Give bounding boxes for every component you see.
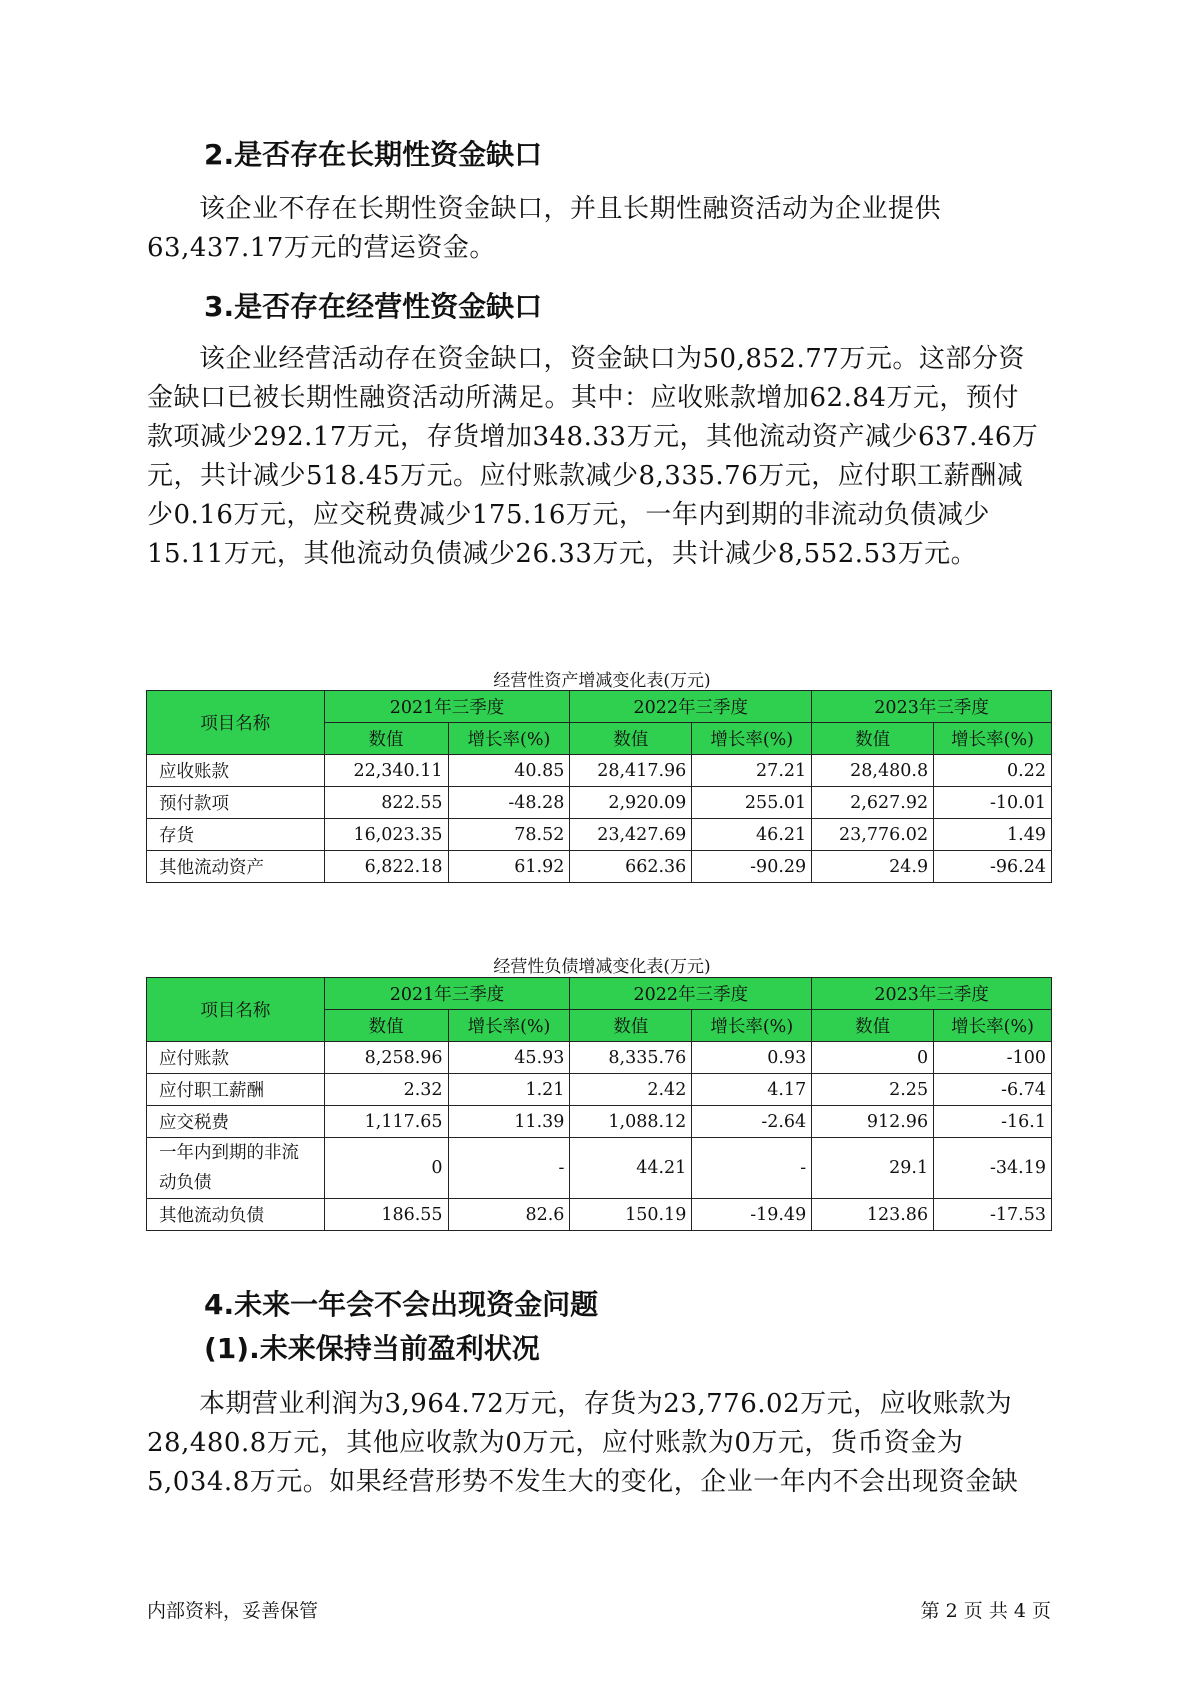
value-header: 数值 (570, 1010, 692, 1042)
rate-header: 增长率(%) (934, 1010, 1052, 1042)
cell: 0 (812, 1042, 934, 1074)
cell: -48.28 (448, 787, 570, 819)
table-2-caption: 经营性负债增减变化表(万元) (493, 957, 711, 977)
section-2-paragraph (147, 190, 1057, 268)
table-row (147, 787, 1052, 819)
row-label: 其他流动负债 (147, 1199, 325, 1231)
cell: -96.24 (934, 851, 1052, 883)
operating-assets-table (146, 690, 1052, 883)
cell: 0 (324, 1138, 448, 1199)
cell: 0.93 (692, 1042, 812, 1074)
cell: 4.17 (692, 1074, 812, 1106)
text-line: 15.11万元，其他流动负债减少26.33万元，共计减少8,552.53万元。 (147, 539, 978, 569)
cell: 82.6 (448, 1199, 570, 1231)
section-3-paragraph (147, 340, 1057, 574)
cell: 822.55 (324, 787, 448, 819)
cell: -16.1 (934, 1106, 1052, 1138)
text-line: 金缺口已被长期性融资活动所满足。其中：应收账款增加62.84万元，预付 (147, 383, 1019, 413)
value-header: 数值 (324, 723, 448, 755)
row-label: 应交税费 (147, 1106, 325, 1138)
cell: 6,822.18 (324, 851, 448, 883)
cell: 150.19 (570, 1199, 692, 1231)
cell: 662.36 (570, 851, 692, 883)
cell: 23,776.02 (812, 819, 934, 851)
cell: 1.49 (934, 819, 1052, 851)
cell: -6.74 (934, 1074, 1052, 1106)
section-3-heading: 3.是否存在经营性资金缺口 (204, 290, 543, 323)
text-line: 63,437.17万元的营运资金。 (147, 233, 496, 263)
cell: -100 (934, 1042, 1052, 1074)
rate-header: 增长率(%) (692, 1010, 812, 1042)
cell: 186.55 (324, 1199, 448, 1231)
table-row (147, 1074, 1052, 1106)
text-line: 款项减少292.17万元，存货增加348.33万元，其他流动资产减少637.46万 (147, 422, 1039, 452)
cell: 40.85 (448, 755, 570, 787)
value-header: 数值 (812, 723, 934, 755)
cell: 29.1 (812, 1138, 934, 1199)
value-header: 数值 (570, 723, 692, 755)
cell: 1,117.65 (324, 1106, 448, 1138)
cell: 23,427.69 (570, 819, 692, 851)
row-label-line: 一年内到期的非流 (159, 1143, 299, 1163)
cell: 8,258.96 (324, 1042, 448, 1074)
section-4-paragraph (147, 1385, 1057, 1502)
cell: - (692, 1138, 812, 1199)
row-label: 应付账款 (147, 1042, 325, 1074)
section-4-heading: 4.未来一年会不会出现资金问题 (204, 1288, 599, 1321)
period-header: 2023年三季度 (812, 978, 1052, 1010)
period-header: 2021年三季度 (324, 978, 570, 1010)
cell: 912.96 (812, 1106, 934, 1138)
cell: 61.92 (448, 851, 570, 883)
operating-liabilities-table (146, 977, 1052, 1231)
cell: 2.32 (324, 1074, 448, 1106)
text-line: 本期营业利润为3,964.72万元，存货为23,776.02万元，应收账款为 (199, 1389, 1013, 1419)
text-line: 该企业不存在长期性资金缺口，并且长期性融资活动为企业提供 (199, 194, 942, 224)
text-line: 少0.16万元，应交税费减少175.16万元，一年内到期的非流动负债减少 (147, 500, 990, 530)
table-row (147, 1138, 1052, 1199)
cell: -17.53 (934, 1199, 1052, 1231)
row-label: 应付职工薪酬 (147, 1074, 325, 1106)
cell: 28,417.96 (570, 755, 692, 787)
table-row (147, 1106, 1052, 1138)
text-line: 5,034.8万元。如果经营形势不发生大的变化，企业一年内不会出现资金缺 (147, 1467, 1019, 1497)
item-name-header: 项目名称 (147, 691, 325, 755)
cell: 22,340.11 (324, 755, 448, 787)
cell: - (448, 1138, 570, 1199)
period-header: 2021年三季度 (324, 691, 570, 723)
period-header: 2022年三季度 (570, 691, 812, 723)
cell: 8,335.76 (570, 1042, 692, 1074)
table-row (147, 1042, 1052, 1074)
value-header: 数值 (324, 1010, 448, 1042)
item-name-header: 项目名称 (147, 978, 325, 1042)
cell: 24.9 (812, 851, 934, 883)
cell: 16,023.35 (324, 819, 448, 851)
cell: 78.52 (448, 819, 570, 851)
table-row (147, 1199, 1052, 1231)
text-line: 元，共计减少518.45万元。应付账款减少8,335.76万元，应付职工薪酬减 (147, 461, 1024, 491)
cell: 45.93 (448, 1042, 570, 1074)
row-label: 应收账款 (147, 755, 325, 787)
cell: 1,088.12 (570, 1106, 692, 1138)
value-header: 数值 (812, 1010, 934, 1042)
cell: -19.49 (692, 1199, 812, 1231)
rate-header: 增长率(%) (448, 1010, 570, 1042)
cell: 123.86 (812, 1199, 934, 1231)
cell: -10.01 (934, 787, 1052, 819)
cell: 46.21 (692, 819, 812, 851)
cell: -90.29 (692, 851, 812, 883)
section-4-subheading: (1).未来保持当前盈利状况 (204, 1332, 540, 1365)
cell: 2,627.92 (812, 787, 934, 819)
cell: 44.21 (570, 1138, 692, 1199)
cell: 0.22 (934, 755, 1052, 787)
table-row (147, 819, 1052, 851)
page-number: 第 2 页 共 4 页 (920, 1600, 1051, 1622)
cell: 28,480.8 (812, 755, 934, 787)
table-row (147, 755, 1052, 787)
row-label: 预付款项 (147, 787, 325, 819)
text-line: 28,480.8万元，其他应收款为0万元，应付账款为0万元，货币资金为 (147, 1428, 964, 1458)
cell: -34.19 (934, 1138, 1052, 1199)
cell: 1.21 (448, 1074, 570, 1106)
rate-header: 增长率(%) (934, 723, 1052, 755)
table-row (147, 851, 1052, 883)
period-header: 2022年三季度 (570, 978, 812, 1010)
section-2-heading: 2.是否存在长期性资金缺口 (204, 138, 543, 171)
cell: 255.01 (692, 787, 812, 819)
row-label-line: 动负债 (159, 1173, 212, 1193)
row-label: 其他流动资产 (147, 851, 325, 883)
cell: 27.21 (692, 755, 812, 787)
table-1-caption: 经营性资产增减变化表(万元) (493, 671, 711, 691)
cell: -2.64 (692, 1106, 812, 1138)
row-label: 存货 (147, 819, 325, 851)
text-line: 该企业经营活动存在资金缺口，资金缺口为50,852.77万元。这部分资 (199, 344, 1025, 374)
period-header: 2023年三季度 (812, 691, 1052, 723)
cell: 2.42 (570, 1074, 692, 1106)
cell: 2,920.09 (570, 787, 692, 819)
cell: 2.25 (812, 1074, 934, 1106)
rate-header: 增长率(%) (692, 723, 812, 755)
rate-header: 增长率(%) (448, 723, 570, 755)
row-label (147, 1138, 325, 1199)
cell: 11.39 (448, 1106, 570, 1138)
footer-left: 内部资料，妥善保管 (147, 1600, 319, 1622)
